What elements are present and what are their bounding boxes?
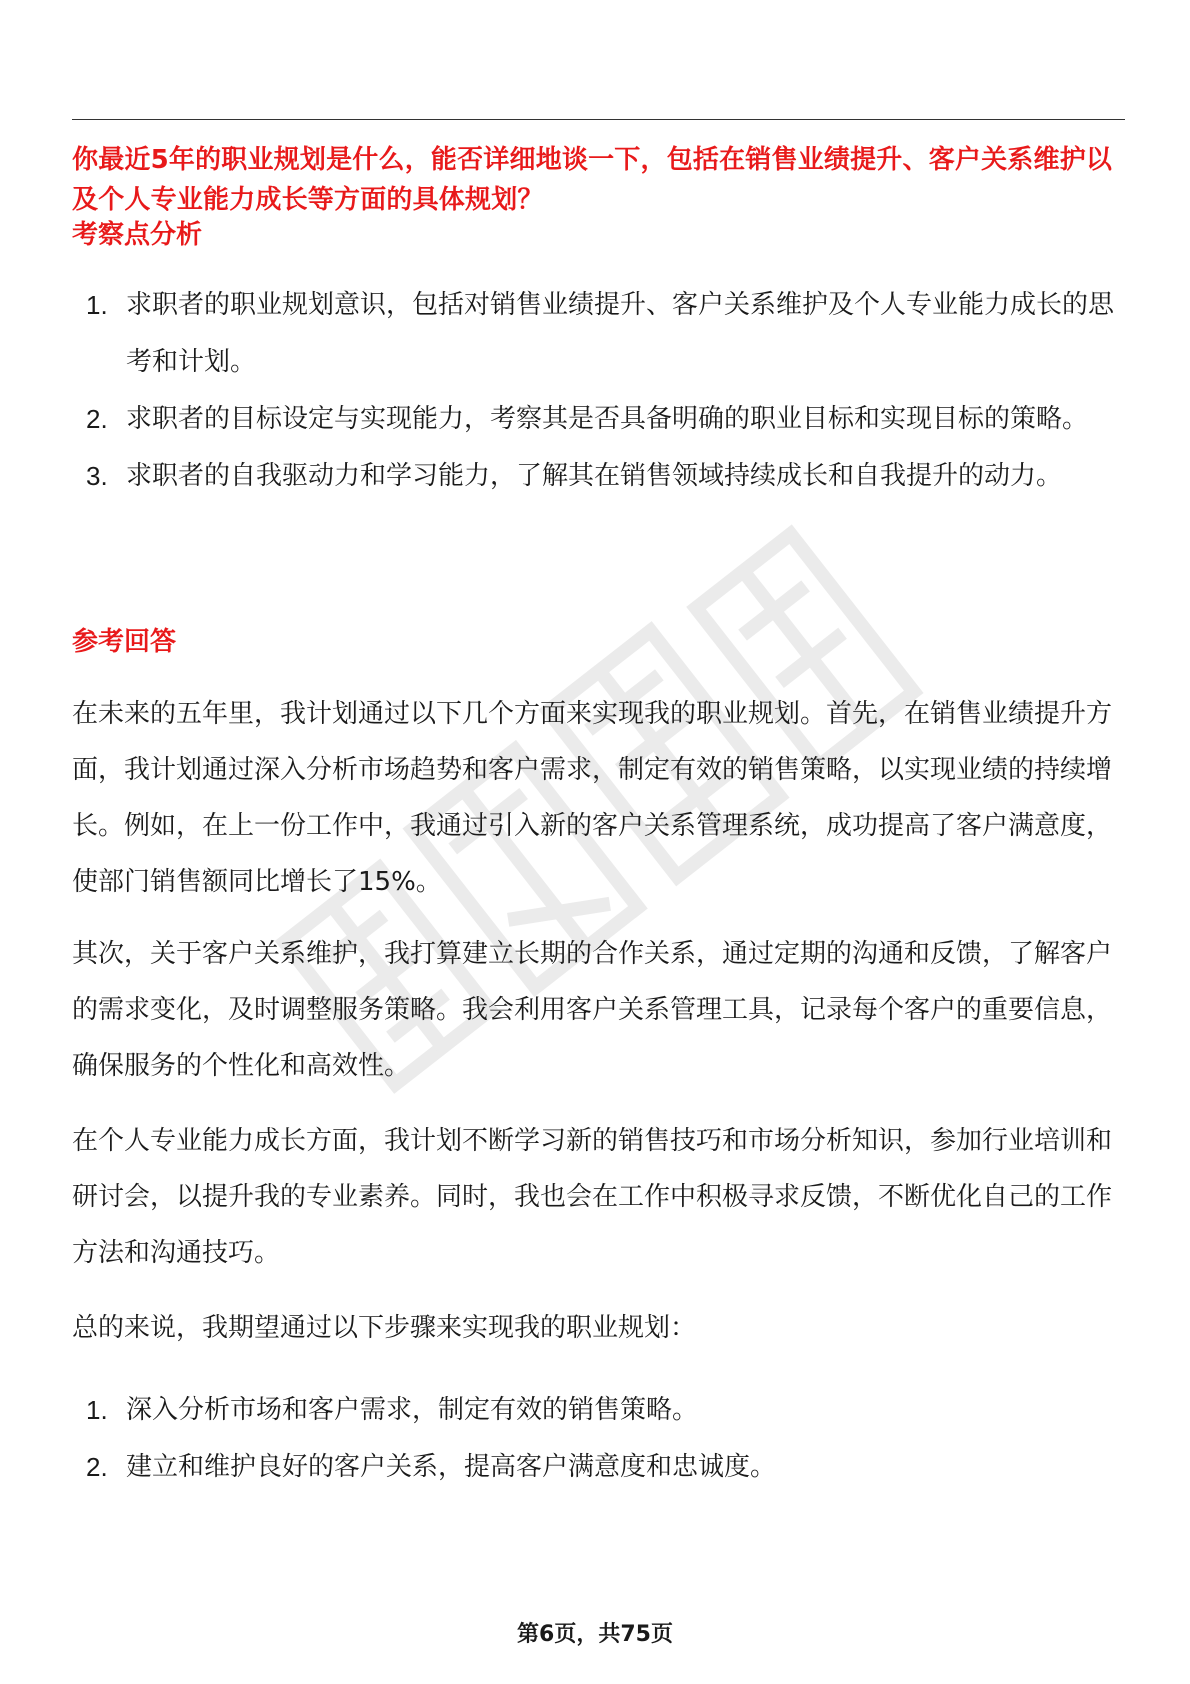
analysis-heading: 考察点分析 [72,220,203,250]
list-item [72,1439,1132,1496]
steps-list [72,1382,1132,1496]
list-item-number: 3. [86,461,108,491]
analysis-list [72,277,1132,505]
list-item-text: 求职者的职业规划意识，包括对销售业绩提升、客户关系维护及个人专业能力成长的思考和计划。 [126,290,1115,377]
page-footer: 第6页，共75页 [517,1622,673,1647]
list-item [72,277,1132,391]
answer-paragraph: 在未来的五年里，我计划通过以下几个方面来实现我的职业规划。首先，在销售业绩提升方面，我计划通过深入分析市场趋势和客户需求，制定有效的销售策略，以实现业绩的持续增长。例如，在上一份工作中，我通过引入新的客户关系管理系统，成功提高了客户满意度，使部门销售额同比增长了15%。 [72,699,1113,897]
list-item-text: 求职者的目标设定与实现能力，考察其是否具备明确的职业目标和实现目标的策略。 [126,404,1089,434]
list-item-text: 深入分析市场和客户需求，制定有效的销售策略。 [126,1395,699,1425]
list-item-number: 1. [86,1395,108,1425]
answer-paragraph: 总的来说，我期望通过以下步骤来实现我的职业规划： [72,1313,697,1343]
answer-paragraph: 其次，关于客户关系维护，我打算建立长期的合作关系，通过定期的沟通和反馈，了解客户的需求变化，及时调整服务策略。我会利用客户关系管理工具，记录每个客户的重要信息，确保服务的个性化和高效性。 [72,939,1113,1081]
list-item-number: 2. [86,1452,108,1482]
list-item-text: 求职者的自我驱动力和学习能力，了解其在销售领域持续成长和自我提升的动力。 [126,461,1063,491]
list-item [72,391,1132,448]
answer-heading: 参考回答 [72,627,177,657]
list-item [72,448,1132,505]
list-item [72,1382,1132,1439]
list-item-number: 2. [86,404,108,434]
list-item-text: 建立和维护良好的客户关系，提高客户满意度和忠诚度。 [126,1452,777,1482]
interview-question: 你最近5年的职业规划是什么，能否详细地谈一下，包括在销售业绩提升、客户关系维护以及个人专业能力成长等方面的具体规划？ [72,145,1113,215]
list-item-number: 1. [86,290,108,320]
answer-paragraph: 在个人专业能力成长方面，我计划不断学习新的销售技巧和市场分析知识，参加行业培训和研讨会，以提升我的专业素养。同时，我也会在工作中积极寻求反馈，不断优化自己的工作方法和沟通技巧。 [72,1126,1113,1268]
header-divider [72,119,1125,120]
